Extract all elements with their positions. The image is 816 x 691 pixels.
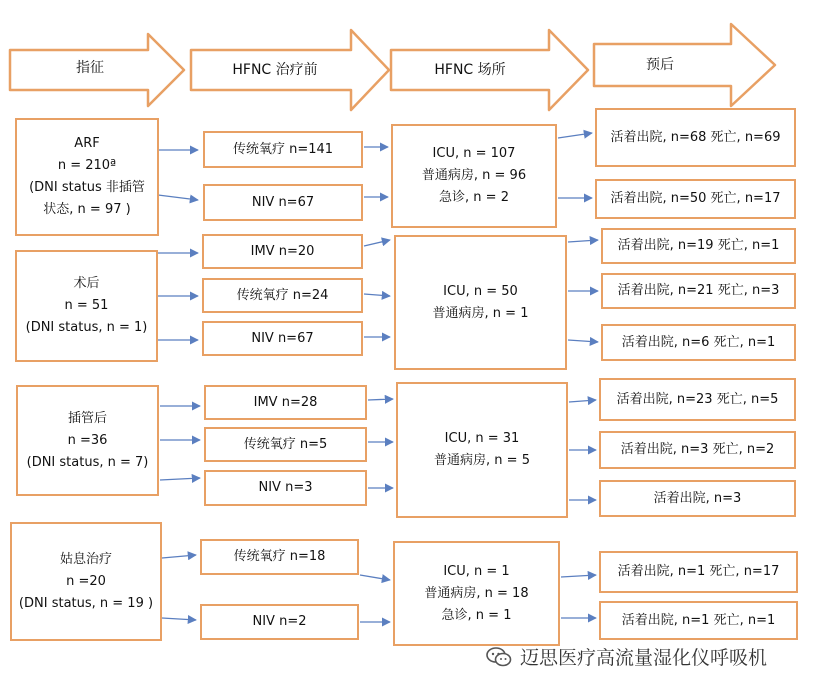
arrow-line [160,478,200,480]
indication-dni: (DNI status, n = 1) [25,320,148,335]
setting-box-arf [391,124,557,228]
indication-box-postop [15,250,158,362]
indication-count: n = 210ª [57,158,117,173]
outcome-box: 活着出院, n=6 死亡, n=1 [601,324,796,361]
setting-icu: ICU, n = 50 [443,283,518,299]
indication-title: 术后 [73,276,100,291]
arrow-line [568,240,598,242]
indication-count: n =36 [67,432,108,448]
pre-box-imv: IMV n=28 [204,385,367,420]
indication-title: 姑息治疗 [59,551,112,567]
setting-box-palliative [393,541,560,646]
outcome-box: 活着出院, n=19 死亡, n=1 [601,228,796,264]
header-outcome: 预后 [646,57,674,73]
indication-dni: (DNI status, n = 7) [26,454,149,470]
watermark [486,643,767,670]
indication-box-arf [15,118,159,236]
pre-box-conventional-oxygen: 传统氧疗 n=141 [203,131,363,168]
arrow-line [364,294,390,296]
arrow-line [568,340,598,342]
pre-box-niv: NIV n=2 [200,604,359,640]
setting-box-post-intubation [396,382,568,518]
arrow-line [558,133,592,138]
setting-ward: 普通病房, n = 1 [432,305,529,321]
watermark-text: 迈思医疗高流量湿化仪呼吸机 [520,647,768,669]
outcome-box: 活着出院, n=68 死亡, n=69 [595,108,796,167]
indication-dni: (DNI status, n = 19 ) [18,595,154,611]
setting-box-postop [394,235,567,370]
outcome-box: 活着出院, n=50 死亡, n=17 [595,179,796,219]
arrow-line [162,555,196,558]
outcome-box: 活着出院, n=1 死亡, n=1 [599,601,798,640]
pre-box-conventional-oxygen: 传统氧疗 n=24 [202,278,363,313]
outcome-box: 活着出院, n=3 死亡, n=2 [599,431,796,469]
header-pre-treatment: HFNC 治疗前 [232,62,318,78]
setting-ward: 普通病房, n = 5 [434,453,530,468]
arrow-line [569,400,596,402]
header-indication: 指征 [76,60,104,76]
pre-box-conventional-oxygen: 传统氧疗 n=18 [200,539,359,575]
arrow-line [360,575,390,580]
indication-title: 插管后 [67,410,107,426]
indication-box-post-intubation [16,385,159,496]
indication-count: n = 51 [64,298,109,313]
setting-icu: ICU, n = 1 [443,563,510,579]
setting-ward: 普通病房, n = 18 [424,585,529,601]
arrow-line [162,618,196,620]
pre-box-niv: NIV n=3 [204,470,367,506]
indication-box-palliative [10,522,162,641]
arrow-line [364,240,390,246]
pre-box-conventional-oxygen: 传统氧疗 n=5 [204,427,367,462]
pre-box-niv: NIV n=67 [203,184,363,221]
pre-box-imv: IMV n=20 [202,234,363,269]
outcome-box: 活着出院, n=3 [599,480,796,517]
arrow-line [158,195,198,200]
header-setting: HFNC 场所 [434,62,506,78]
indication-dni-cont: 状态, n = 97 ) [43,202,131,217]
indication-count: n =20 [66,573,106,589]
outcome-box: 活着出院, n=23 死亡, n=5 [599,378,796,421]
setting-icu: ICU, n = 107 [432,146,516,161]
wechat-icon [486,647,512,667]
arrow-line [368,399,393,400]
setting-icu: ICU, n = 31 [444,431,520,446]
setting-er: 急诊, n = 2 [439,190,509,205]
arrow-line [561,575,596,577]
outcome-box: 活着出院, n=21 死亡, n=3 [601,273,796,309]
indication-dni: (DNI status 非插管 [29,180,145,195]
pre-box-niv: NIV n=67 [202,321,363,356]
setting-ward: 普通病房, n = 96 [421,168,527,183]
indication-title: ARF [74,136,100,151]
setting-er: 急诊, n = 1 [441,607,512,623]
outcome-box: 活着出院, n=1 死亡, n=17 [599,551,798,593]
